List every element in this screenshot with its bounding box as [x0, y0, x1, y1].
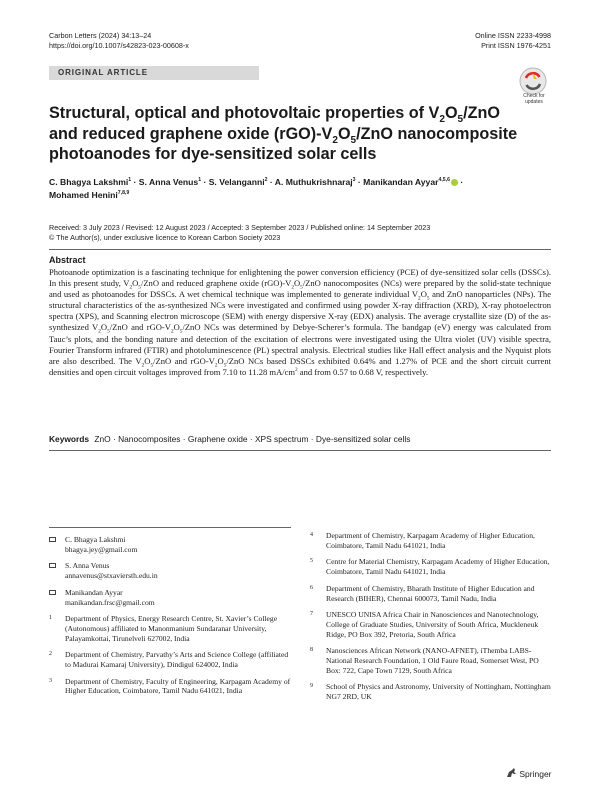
affiliation-item: 6 Department of Chemistry, Bharath Institute of Higher Education and Research (BIHER), Chennai 600073, Tamil Nadu, India	[310, 583, 535, 603]
affiliation-item: 1 Department of Physics, Energy Research Centre, St. Xavier’s College (Autonomous) affiliated to Manonmanium Sundaranar University, Palayamkottai, Tirunelveli 627002, India	[49, 614, 278, 643]
contact-item: S. Anna Venus annavenus@stxaviersth.edu.in	[49, 561, 291, 580]
contact-item: Manikandan Ayyar manikandan.frsc@gmail.com	[49, 588, 291, 607]
affiliation-item: 8 Nanosciences African Network (NANO-AFNET), iThemba LABS-National Research Foundation, 1 Old Faure Road, Somerset West, PO Box: 722, Cape Town 7129, South Africa	[310, 646, 539, 675]
affiliation-item: 4 Department of Chemistry, Karpagam Academy of Higher Education, Coimbatore, Tamil Nadu 641021, India	[310, 531, 535, 550]
email-link[interactable]: annavenus@stxaviersth.edu.in	[65, 571, 158, 581]
orcid-icon[interactable]	[451, 179, 458, 186]
divider	[49, 249, 551, 250]
author-name: S. Velanganni	[208, 177, 265, 187]
affiliation-item: 2 Department of Chemistry, Parvathy’s Arts and Science College (affiliated to Madurai Kamaraj University), Dindigul 624002, India	[49, 650, 289, 670]
divider	[49, 450, 551, 451]
journal-citation: Carbon Letters (2024) 34:13–24	[49, 31, 152, 40]
keywords-list: ZnO · Nanocomposites · Graphene oxide · XPS spectrum · Dye-sensitized solar cells	[94, 434, 411, 444]
history-dates: Received: 3 July 2023 / Revised: 12 August 2023 / Accepted: 3 September 2023 / Published online: 14 September 2023	[49, 223, 431, 232]
article-type-badge: ORIGINAL ARTICLE	[49, 66, 259, 80]
springer-horse-icon	[506, 768, 517, 778]
keywords	[49, 434, 551, 445]
author-name: S. Anna Venus	[138, 177, 199, 187]
author-name: A. Muthukrishnaraj	[274, 177, 353, 187]
print-issn: Print ISSN 1976-4251	[481, 41, 551, 50]
copyright-line: © The Author(s), under exclusive licence to Korean Carbon Society 2023	[49, 233, 281, 242]
footnotes-left-column	[49, 535, 291, 703]
article-title: Structural, optical and photovoltaic properties of $V_2O_5$/ZnO and reduced graphene oxide $(rGO)-V_2O_5$/ZnO nanocomposite photoanodes for dye-sensitized solar cells	[49, 104, 518, 164]
envelope-icon	[49, 590, 56, 595]
footnotes-right-column	[310, 531, 551, 709]
keywords-label: Keywords	[49, 434, 90, 444]
online-issn: Online ISSN 2233-4998	[475, 31, 551, 40]
abstract-text: Photoanode optimization is a fascinating technique for enlightening the power conversion efficiency (PCE) of dye-sensitized solar cells (DSSCs). In this present study, $V_2O_5$/ZnO and reduced graphene oxide $(rGO)-V_2O_5$/ZnO nanocomposites (NCs) were prepared by the solid-state technique and used as photoanodes for DSSCs. A wet chemical technique was implemented to generate individual $V_2O_5$ and ZnO nanoparticles (NPs). The structural characteristics of the as-synthesized NCs were investigated and confirmed using powder X-ray diffraction (XRD), X-ray photoelectron spectra (XPS), and Scanning electron microscope (SEM) with energy dispersive X-ray (EDX) analysis. The average crystallite size (D) of the as-synthesized $V_2O_5$/ZnO and rGO-$V_2O_5$/ZnO NCs was determined by Debye-Scherer’s formula. The bandgap (eV) energy was calculated from Tauc’s plots, and the bonding nature and detection of the excitation of electrons were investigated using the Ultra violet (UV) visible spectra, Fourier Transform infrared (FTIR) and photoluminescence (PL) spectral analysis. Electrical studies like Hall effect analysis and the Nyquist plots are also described. The $V_2O_5$/ZnO and rGO-$V_2O_5$/ZnO NCs based DSSCs exhibited 0.64% and 1.27% of PCE and the short circuit current densities and open circuit voltages improved from 7.10 to 11.28 $mA/cm^2$ and from 0.57 to 0.68 V, respectively.	[49, 267, 552, 377]
author-list: C. Bhagya Lakshmi$^1$ · S. Anna Venus$^1$ · S. Velanganni$^2$ · A. Muthukrishnaraj$^3$ · Manikandan Ayyar$^{4,5,6}$ · Mohamed Henini$^{7,8,9}$	[49, 177, 464, 201]
check-for-updates-label[interactable]: Check for updates	[523, 93, 545, 105]
author-name: C. Bhagya Lakshmi	[49, 177, 129, 187]
contact-item: C. Bhagya Lakshmi bhagya.jey@gmail.com	[49, 535, 291, 554]
affiliation-item: 7 UNESCO UNISA Africa Chair in Nanosciences and Nanotechnology, College of Graduate Studies, University of South Africa, Muckleneuk Ridge, PO Box 392, Pretoria, South Africa	[310, 610, 539, 639]
author-name: Manikandan Ayyar	[363, 177, 439, 187]
email-link[interactable]: manikandan.frsc@gmail.com	[65, 597, 155, 607]
email-link[interactable]: bhagya.jey@gmail.com	[65, 544, 138, 554]
abstract-heading: Abstract	[49, 255, 86, 265]
publisher-logo: Springer	[506, 768, 552, 779]
doi-link[interactable]: https://doi.org/10.1007/s42823-023-00608-x	[49, 41, 189, 50]
author-name: Mohamed Henini	[49, 190, 118, 201]
affiliation-item: 5 Centre for Material Chemistry, Karpagam Academy of Higher Education, Coimbatore, Tamil Nadu 641021, India	[310, 557, 550, 577]
affiliation-item: 9 School of Physics and Astronomy, University of Nottingham, Nottingham NG7 2RD, UK	[310, 682, 551, 702]
envelope-icon	[49, 563, 56, 568]
footnote-rule	[49, 527, 291, 528]
affiliation-item: 3 Department of Chemistry, Faculty of Engineering, Karpagam Academy of Higher Education, Coimbatore, Tamil Nadu 641021, India	[49, 676, 291, 696]
publication-dates	[49, 223, 559, 243]
envelope-icon	[49, 537, 56, 542]
